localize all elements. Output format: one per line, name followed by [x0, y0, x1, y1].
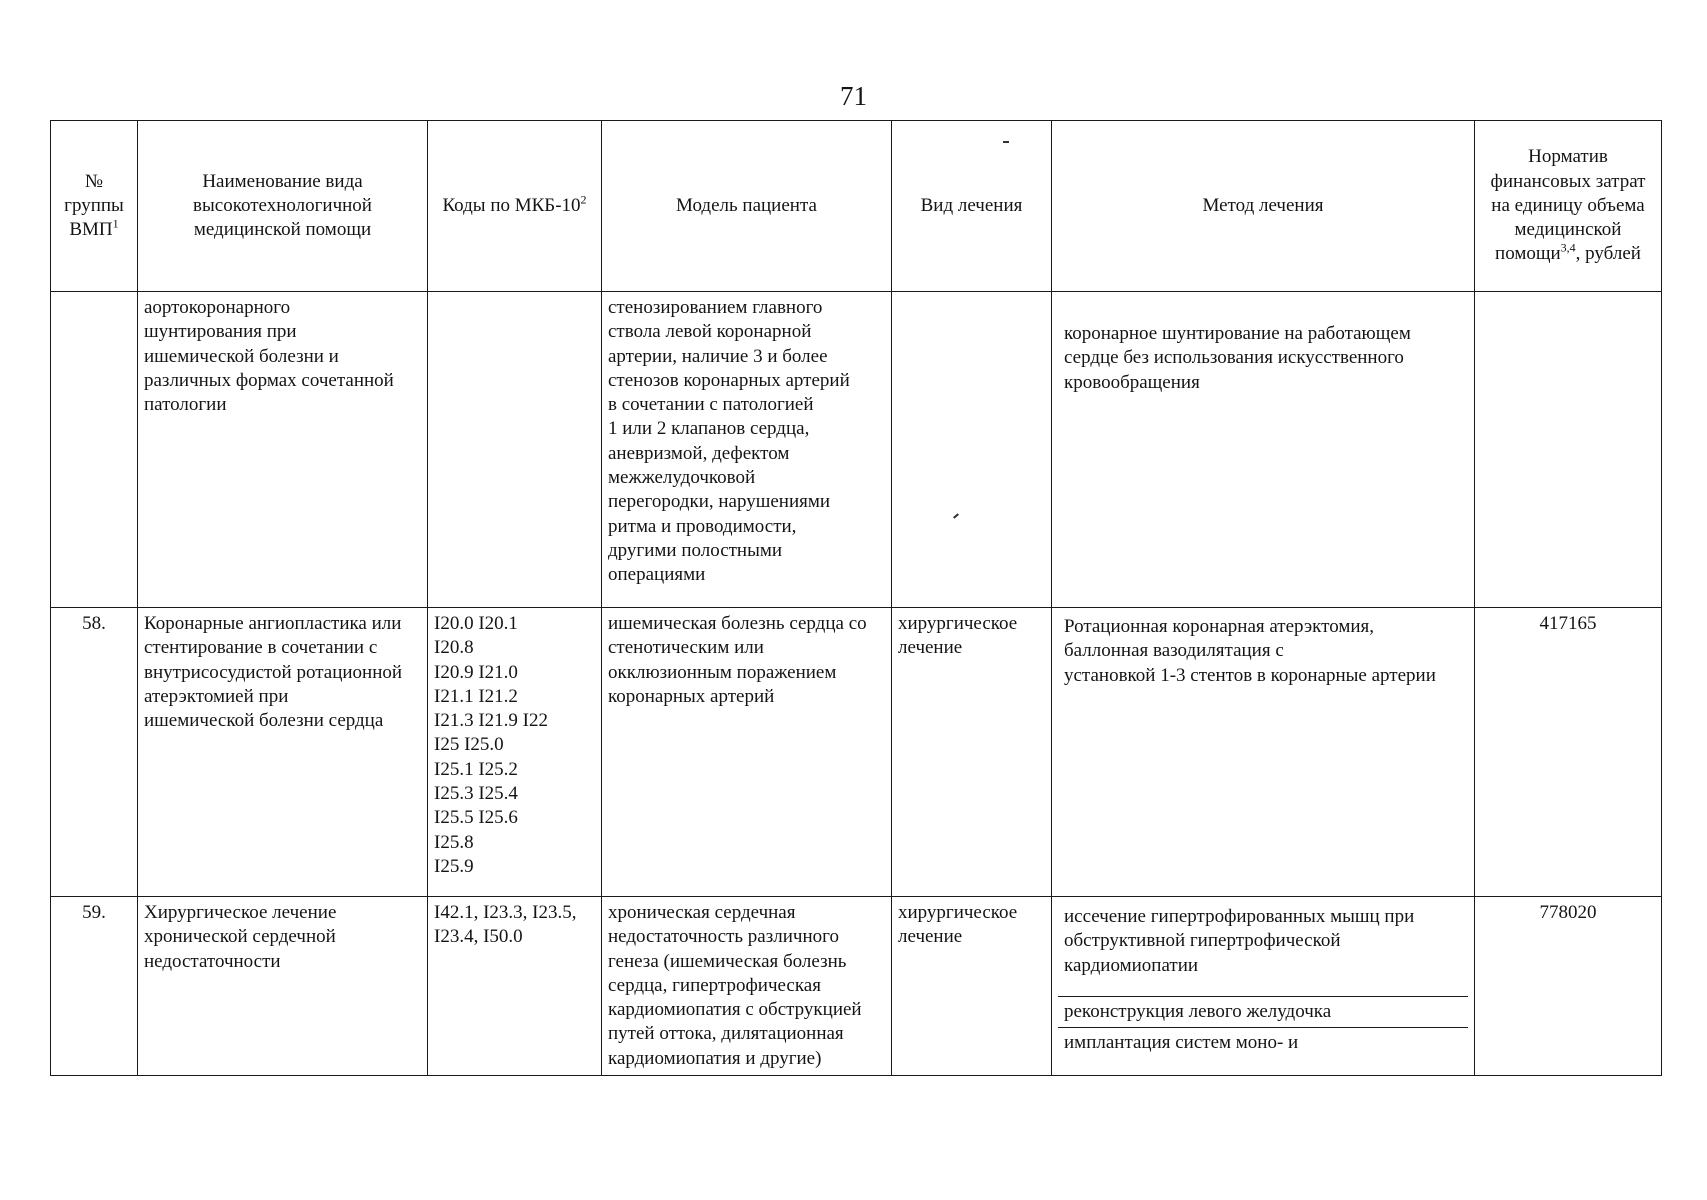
patient-model: хроническая сердечная недостаточность различного генеза (ишемическая болезнь сердца, гипертрофическая кардиомиопатия с обструкцией путей оттока, дилятационная кардиомиопатия и другие)	[602, 897, 892, 1076]
treatment-methods	[1052, 608, 1475, 897]
header-group-no: № группы ВМП$^1$	[51, 121, 138, 292]
patient-model: стенозированием главного ствола левой коронарной артерии, наличие 3 и более стенозов коронарных артерий в сочетании с патологией 1 или 2 клапанов сердца, аневризмой, дефектом межжелудочковой перегородки, нарушениями ритма и проводимости, другими полостными операциями	[602, 292, 892, 608]
norm-cost: 778020	[1475, 897, 1662, 1076]
header-patient-model: Модель пациента	[602, 121, 892, 292]
treatment-method: имплантация систем моно- и	[1058, 1027, 1468, 1058]
group-number	[51, 292, 138, 608]
table-header-row	[51, 121, 1662, 292]
group-number: 59.	[51, 897, 138, 1076]
group-number: 58.	[51, 608, 138, 897]
header-norm: Норматив финансовых затрат на единицу объема медицинской помощи$^{3,4}$, рублей	[1475, 121, 1662, 292]
patient-model: ишемическая болезнь сердца со стенотическим или окклюзионным поражением коронарных артерий	[602, 608, 892, 897]
treatment-method: Ротационная коронарная атерэктомия, баллонная вазодилятация с установкой 1-3 стентов в коронарные артерии	[1064, 616, 1436, 686]
norm-cost	[1475, 292, 1662, 608]
norm-cost: 417165	[1475, 608, 1662, 897]
vmp-name: аортокоронарного шунтирования при ишемической болезни и различных формах сочетанной патологии	[138, 292, 428, 608]
treatment-type: хирургическое лечение	[892, 897, 1052, 1076]
header-name: Наименование вида высокотехнологичной медицинской помощи	[138, 121, 428, 292]
icd-codes: I20.0 I20.1 I20.8 I20.9 I21.0 I21.1 I21.2 I21.3 I21.9 I22 I25 I25.0 I25.1 I25.2 I25.3 I25.4 I25.5 I25.6 I25.8 I25.9	[428, 608, 602, 897]
treatment-type: хирургическое лечение	[892, 608, 1052, 897]
vmp-name: Хирургическое лечение хронической сердечной недостаточности	[138, 897, 428, 1076]
table-row	[51, 897, 1662, 1076]
icd-codes: I42.1, I23.3, I23.5, I23.4, I50.0	[428, 897, 602, 1076]
table-row	[51, 608, 1662, 897]
icd-codes	[428, 292, 602, 608]
table-row	[51, 292, 1662, 608]
header-treatment-method: Метод лечения	[1052, 121, 1475, 292]
treatment-type	[892, 292, 1052, 608]
vmp-table	[50, 120, 1662, 1076]
page-number: 71	[840, 81, 867, 111]
treatment-methods	[1052, 292, 1475, 608]
treatment-methods	[1052, 897, 1475, 1076]
treatment-method: реконструкция левого желудочка	[1058, 996, 1468, 1027]
treatment-method: коронарное шунтирование на работающем сердце без использования искусственного кровообращения	[1064, 323, 1411, 393]
treatment-method: иссечение гипертрофированных мышц при обструктивной гипертрофической кардиомиопатии	[1064, 906, 1415, 976]
header-treatment-type: Вид лечения	[892, 121, 1052, 292]
vmp-name: Коронарные ангиопластика или стентирование в сочетании с внутрисосудистой ротационной атерэктомией при ишемической болезни сердца	[138, 608, 428, 897]
header-icd-codes: Коды по МКБ-$10^2$	[428, 121, 602, 292]
